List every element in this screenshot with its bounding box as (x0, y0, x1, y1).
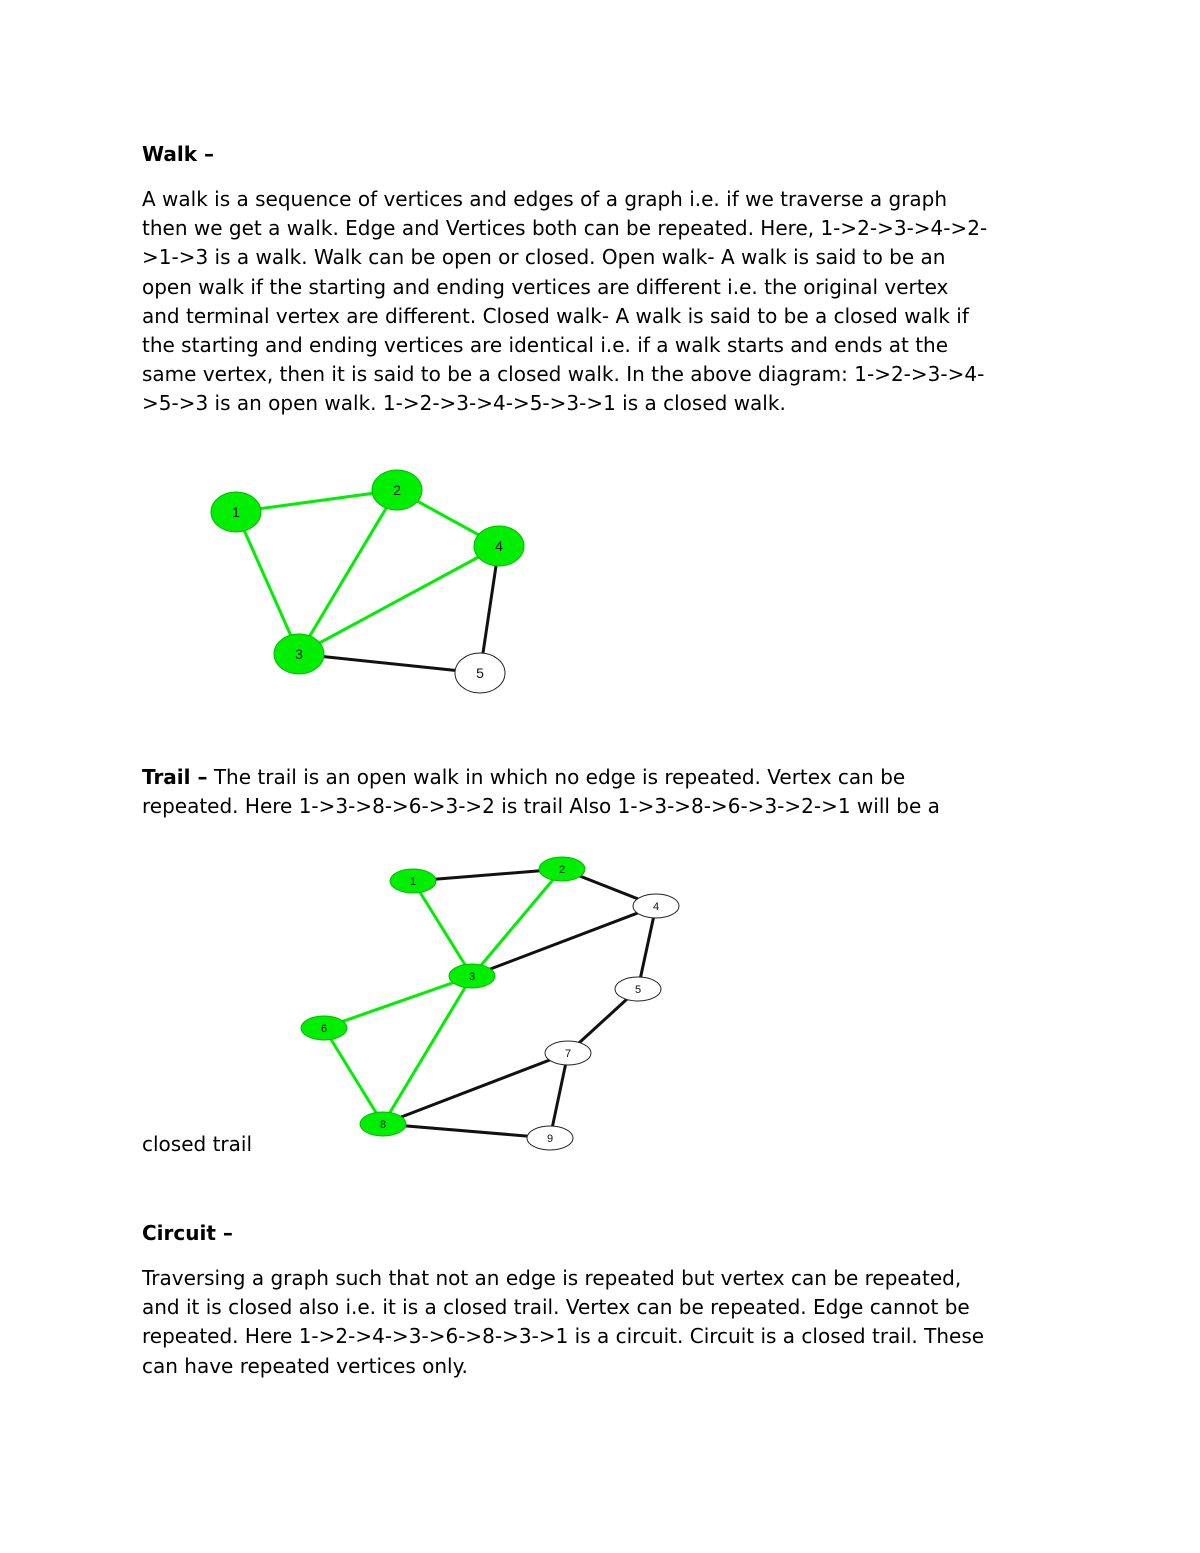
walk-paragraph: A walk is a sequence of vertices and edges of a graph i.e. if we traverse a graph then we get a walk. Edge and Vertices both can be repeated. Here, 1->2->3->4->2- >1->3 is a walk. Walk can be open or closed. Open walk- A walk is said to be an open walk if the starting and ending vertices are different i.e. the original vertex and terminal vertex are different. Closed walk- A walk is said to be a closed walk if the starting and ending vertices are identical i.e. if a walk starts and ends at the same vertex, then it is said to be a closed walk. In the above diagram: 1->2->3->4- >5->3 is an open walk. 1->2->3->4->5->3->1 is a closed walk. (142, 187, 988, 416)
trail-caption: closed trail (142, 1132, 252, 1156)
node-label: 5 (476, 664, 484, 681)
node-5 (615, 977, 661, 1001)
node-2 (539, 857, 585, 881)
node-label: 5 (634, 983, 642, 996)
node-9 (527, 1126, 573, 1150)
trail-heading: Trail – (142, 765, 208, 789)
edge-7-8 (383, 1053, 568, 1124)
node-3 (449, 964, 495, 988)
edge-7-9 (550, 1053, 568, 1138)
node-label: 1 (232, 503, 240, 520)
node-7 (545, 1041, 591, 1065)
node-1 (390, 869, 436, 893)
trail-body: The trail is an open walk in which no edge is repeated. Vertex can be repeated. Here 1->3->8->6->3->2 is trail Also 1->3->8->6->3->2->1 will be a (142, 765, 940, 819)
node-label: 2 (393, 481, 401, 498)
node-6 (301, 1016, 347, 1040)
node-label: 9 (546, 1132, 554, 1145)
edge-8-9 (383, 1124, 550, 1138)
edge-3-6 (324, 976, 472, 1028)
node-label: 4 (495, 537, 503, 554)
edge-1-3 (413, 881, 472, 976)
node-label: 1 (409, 875, 417, 888)
circuit-paragraph: Traversing a graph such that not an edge is repeated but vertex can be repeated, and it is closed also i.e. it is a closed trail. Vertex can be repeated. Edge cannot be repeated. Here 1->2->4->3->6->8->3->1 is a circuit. Circuit is a closed trail. These can have repeated vertices only. (142, 1266, 985, 1378)
node-label: 4 (652, 900, 660, 913)
node-label: 8 (379, 1118, 387, 1131)
walk-heading: Walk – (142, 142, 214, 166)
node-label: 7 (564, 1047, 572, 1060)
circuit-heading: Circuit – (142, 1221, 233, 1245)
node-label: 6 (320, 1022, 328, 1035)
node-label: 3 (468, 970, 476, 983)
edge-6-8 (324, 1028, 383, 1124)
node-label: 3 (295, 645, 303, 662)
edge-3-8 (383, 976, 472, 1124)
edge-4-5 (638, 906, 656, 989)
node-label: 2 (558, 863, 566, 876)
node-4 (633, 894, 679, 918)
node-8 (360, 1112, 406, 1136)
